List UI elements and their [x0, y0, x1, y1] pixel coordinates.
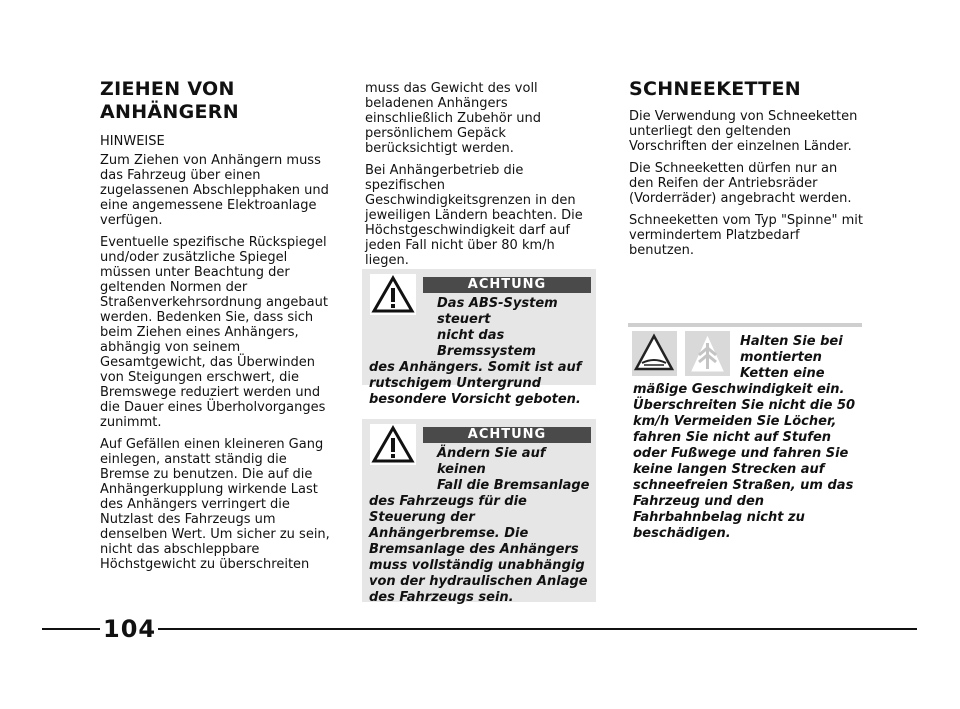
heading-line-1: ZIEHEN VON: [100, 78, 235, 100]
paragraph: Schneeketten vom Typ "Spinne" mit vermindertem Platzbedarf benutzen.: [629, 213, 863, 258]
middle-column: [365, 81, 597, 275]
warning-text-abs: [369, 296, 594, 408]
left-column: [100, 78, 332, 579]
section-heading-snow-chains: SCHNEEKETTEN: [629, 78, 801, 100]
achtung-label: ACHTUNG: [423, 427, 591, 443]
note-divider: [628, 323, 862, 327]
warning-line-2: nicht das Bremssystem: [437, 328, 536, 359]
warning-line-1: Das ABS-System steuert: [437, 296, 558, 327]
warning-rest: des Fahrzeugs für die Steuerung der Anhängerbremse. Die Bremsanlage des Anhängers muss vollständig unabhängig von der hydraulischen Anlage des Fahrzeugs sein.: [369, 494, 588, 605]
right-column: [629, 78, 863, 265]
paragraph: Zum Ziehen von Anhängern muss das Fahrzeug über einen zugelassenen Abschlepphaken und eine angemessene Elektroanlage verfügen.: [100, 153, 329, 228]
heading-line-2: ANHÄNGERN: [100, 101, 239, 123]
snow-chain-note-text: [633, 334, 861, 542]
footer-rule-left: [42, 628, 100, 630]
paragraph: muss das Gewicht des voll beladenen Anhängers einschließlich Zubehör und persönlichem Gepäck berücksichtigt werden.: [365, 81, 541, 156]
warning-rest: des Anhängers. Somit ist auf rutschigem Untergrund besondere Vorsicht geboten.: [369, 360, 582, 407]
note-line-2: montierten: [740, 350, 822, 365]
note-line-3: Ketten eine: [740, 366, 825, 381]
page-number: 104: [103, 615, 157, 643]
section-heading-towing: [100, 78, 332, 124]
notes-label: HINWEISE: [100, 134, 165, 149]
paragraph: Auf Gefällen einen kleineren Gang einlegen, anstatt ständig die Bremse zu benutzen. Die auf die Anhängerkupplung wirkende Last des Anhängers verringert die Nutzlast des Fahrzeugs um denselben Wert. Um sicher zu sein, nicht das abschleppbare Höchstgewicht zu überschreiten: [100, 437, 330, 572]
warning-line-2: Fall die Bremsanlage: [437, 478, 590, 493]
note-line-1: Halten Sie bei: [740, 334, 843, 349]
warning-text-brakes: [369, 446, 594, 606]
achtung-label: ACHTUNG: [423, 277, 591, 293]
paragraph: Die Verwendung von Schneeketten unterliegt den geltenden Vorschriften der einzelnen Länder.: [629, 109, 858, 154]
warning-line-1: Ändern Sie auf keinen: [437, 446, 546, 477]
paragraph: Bei Anhängerbetrieb die spezifischen Geschwindigkeitsgrenzen in den jeweiligen Ländern beachten. Die Höchstgeschwindigkeit darf auf jeden Fall nicht über 80 km/h liegen.: [365, 163, 583, 268]
paragraph: Eventuelle spezifische Rückspiegel und/oder zusätzliche Spiegel müssen unter Beachtung der geltenden Normen der Straßenverkehrsordnung angebaut werden. Bedenken Sie, dass sich beim Ziehen eines Anhängers, abhängig von seinem Gesamtgewicht, das Überwinden von Steigungen erschwert, die Bremswege reduziert werden und die Dauer eines Überholvorganges zunimmt.: [100, 235, 328, 430]
note-rest: mäßige Geschwindigkeit ein. Überschreiten Sie nicht die 50 km/h Vermeiden Sie Löcher, fahren Sie nicht auf Stufen oder Fußwege und fahren Sie keine langen Strecken auf schneefreien Straßen, um das Fahrzeug und den Fahrbahnbelag nicht zu beschädigen.: [633, 382, 856, 541]
footer-rule-right: [158, 628, 917, 630]
paragraph: Die Schneeketten dürfen nur an den Reifen der Antriebsräder (Vorderräder) angebracht werden.: [629, 161, 852, 206]
